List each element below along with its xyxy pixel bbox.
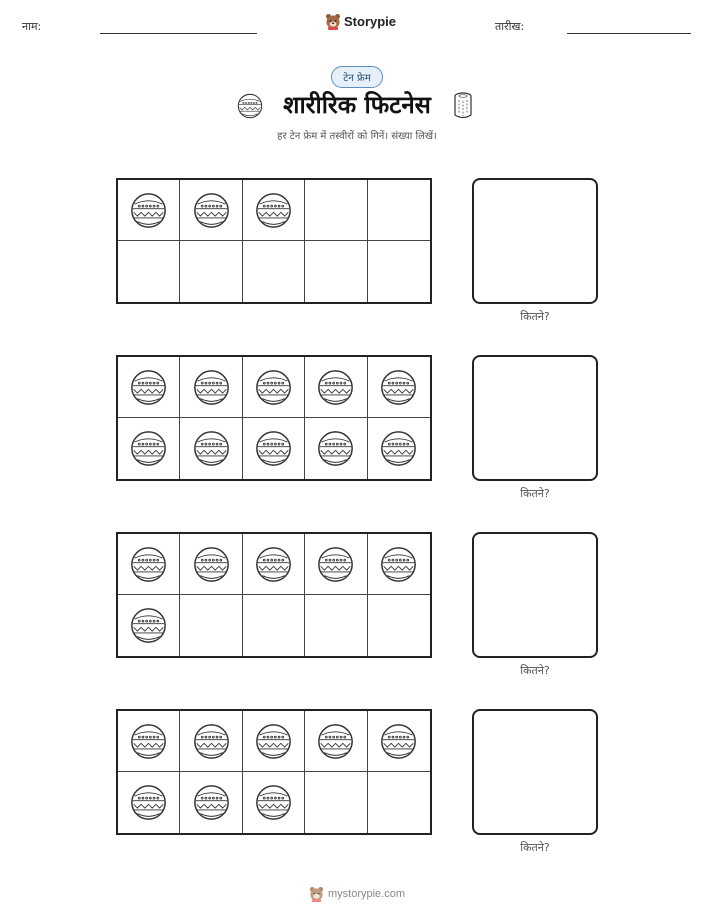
ball-icon xyxy=(317,546,354,583)
instructions: हर टेन फ्रेम में तस्वीरों को गिनें। संख्या लिखें। xyxy=(277,131,437,142)
ten-frame-cell xyxy=(243,357,305,418)
ball-icon xyxy=(193,784,230,821)
name-label: नाम: xyxy=(22,20,42,33)
ball-icon xyxy=(193,546,230,583)
ten-frame-cell xyxy=(243,711,305,772)
ball-icon xyxy=(255,723,292,760)
brand-logo xyxy=(325,13,396,30)
brand-name: Storypie xyxy=(344,14,397,29)
ten-frame-cell xyxy=(368,241,430,302)
ball-icon xyxy=(317,369,354,406)
footer-url: mystorypie.com xyxy=(327,888,406,900)
ten-frame-cell xyxy=(243,180,305,241)
ball-icon xyxy=(193,192,230,229)
ten-frame-cell xyxy=(118,418,180,479)
bear-icon xyxy=(309,886,324,902)
answer-box[interactable] xyxy=(472,355,598,481)
ten-frame-cell xyxy=(305,711,367,772)
answer-label: कितने? xyxy=(520,664,550,677)
ten-frame-cell xyxy=(305,241,367,302)
ten-frame-cell xyxy=(305,357,367,418)
footer xyxy=(0,886,714,902)
page-title: शारीरिक फिटनेस xyxy=(283,91,431,119)
topic-badge: टेन फ्रेम xyxy=(331,66,383,88)
ball-icon xyxy=(193,723,230,760)
ten-frame-cell xyxy=(118,772,180,833)
answer-box[interactable] xyxy=(472,709,598,835)
ten-frame-cell xyxy=(180,180,242,241)
ball-icon xyxy=(255,430,292,467)
ten-frame-cell xyxy=(180,534,242,595)
ten-frame xyxy=(116,709,432,835)
ten-frame-cell xyxy=(368,418,430,479)
ten-frame-cell xyxy=(368,357,430,418)
ball-icon xyxy=(255,369,292,406)
ten-frame-cell xyxy=(368,534,430,595)
ten-frame-cell xyxy=(243,534,305,595)
ten-frame-cell xyxy=(368,595,430,656)
ball-icon xyxy=(130,784,167,821)
ten-frame-cell xyxy=(118,711,180,772)
date-label: तारीख: xyxy=(495,20,525,33)
date-line[interactable] xyxy=(567,33,691,34)
ten-frame-cell xyxy=(368,711,430,772)
ten-frame xyxy=(116,178,432,304)
ball-icon xyxy=(380,369,417,406)
ten-frame-cell xyxy=(180,772,242,833)
ball-icon xyxy=(130,723,167,760)
ten-frame xyxy=(116,355,432,481)
ball-icon xyxy=(193,369,230,406)
ten-frame-cell xyxy=(305,180,367,241)
answer-box[interactable] xyxy=(472,178,598,304)
ten-frame-cell xyxy=(118,180,180,241)
answer-label: कितने? xyxy=(520,487,550,500)
ten-frame-cell xyxy=(180,595,242,656)
ten-frame-cell xyxy=(305,595,367,656)
log-icon xyxy=(453,92,473,120)
ten-frame-cell xyxy=(368,772,430,833)
ten-frame-cell xyxy=(180,418,242,479)
ball-icon xyxy=(193,430,230,467)
ten-frame-cell xyxy=(243,772,305,833)
ten-frame-cell xyxy=(368,180,430,241)
ten-frame-cell xyxy=(118,534,180,595)
ten-frame-cell xyxy=(180,357,242,418)
ball-icon xyxy=(317,430,354,467)
ball-icon xyxy=(380,546,417,583)
ball-icon xyxy=(130,430,167,467)
ten-frame-cell xyxy=(305,534,367,595)
ball-icon xyxy=(255,784,292,821)
ten-frame-cell xyxy=(305,772,367,833)
ten-frame-cell xyxy=(180,711,242,772)
ball-icon xyxy=(317,723,354,760)
ten-frame-cell xyxy=(243,418,305,479)
ten-frame-cell xyxy=(118,241,180,302)
ten-frame-cell xyxy=(180,241,242,302)
answer-label: कितने? xyxy=(520,310,550,323)
ten-frame-cell xyxy=(243,241,305,302)
answer-label: कितने? xyxy=(520,841,550,854)
ten-frame-cell xyxy=(305,418,367,479)
name-line[interactable] xyxy=(100,33,257,34)
ball-icon xyxy=(380,430,417,467)
ball-icon xyxy=(255,546,292,583)
ball-icon xyxy=(130,369,167,406)
ball-icon xyxy=(255,192,292,229)
ten-frame-cell xyxy=(243,595,305,656)
ball-icon xyxy=(130,546,167,583)
ten-frame-cell xyxy=(118,357,180,418)
answer-box[interactable] xyxy=(472,532,598,658)
ball-icon xyxy=(380,723,417,760)
ten-frame xyxy=(116,532,432,658)
ball-icon xyxy=(130,607,167,644)
bear-icon xyxy=(325,13,341,30)
ball-icon xyxy=(130,192,167,229)
ten-frame-cell xyxy=(118,595,180,656)
